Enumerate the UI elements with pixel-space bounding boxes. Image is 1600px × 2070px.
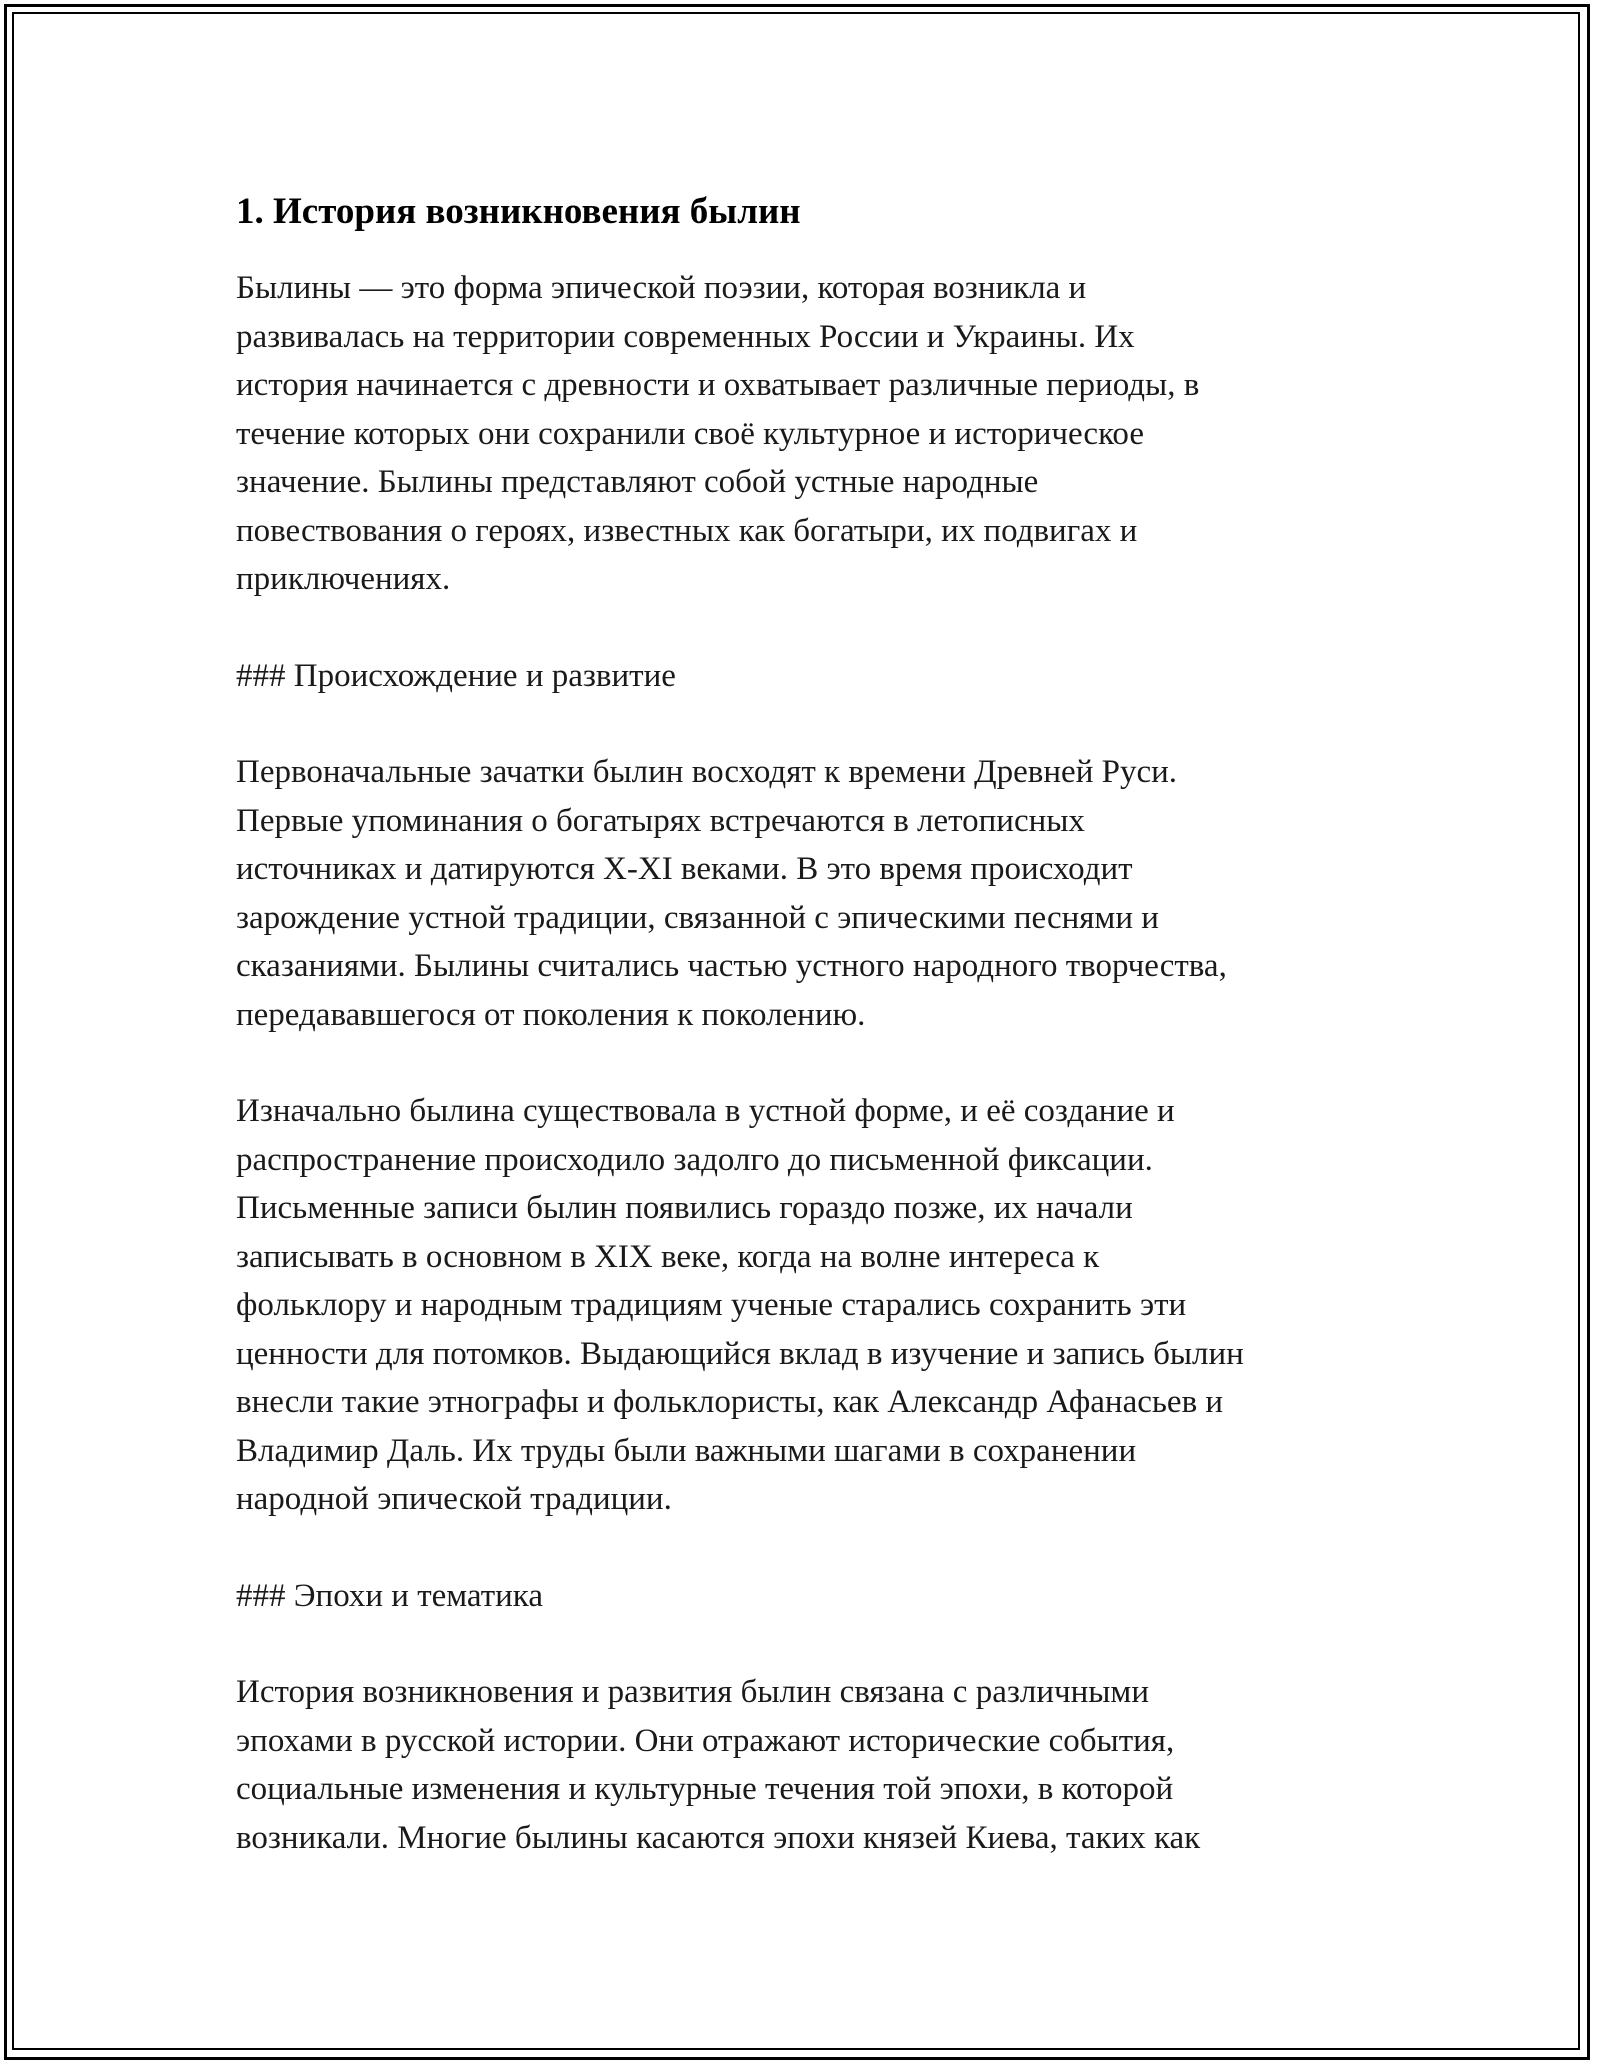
page-title: 1. История возникновения былин xyxy=(236,191,801,232)
document-body xyxy=(236,186,1396,1910)
paragraph-origin-1: Первоначальные зачатки былин восходят к времени Древней Руси. Первые упоминания о богатырях встречаются в летописных источниках и датируются X-XI веками. В это время происходит зарождение устной традиции, связанной с эпическими песнями и сказаниями. Былины считались частью устного народного творчества, передававшегося от поколения к поколению. xyxy=(236,754,1227,1033)
paragraph-origin-2: Изначально былина существовала в устной форме, и её создание и распространение происходило задолго до письменной фиксации. Письменные записи былин появились гораздо позже, их начали записывать в основном в XIX веке, когда на волне интереса к фольклору и народным традициям ученые старались сохранить эти ценности для потомков. Выдающийся вклад в изучение и запись былин внесли такие этнографы и фольклористы, как Александр Афанасьев и Владимир Даль. Их труды были важными шагами в сохранении народной эпической традиции. xyxy=(236,1093,1244,1517)
paragraph-intro: Былины — это форма эпической поэзии, которая возникла и развивалась на территории современных России и Украины. Их история начинается с древности и охватывает различные периоды, в течение которых они сохранили своё культурное и историческое значение. Былины представляют собой устные народные повествования о героях, известных как богатыри, их подвигах и приключениях. xyxy=(236,270,1200,597)
subheading-origin: ### Происхождение и развитие xyxy=(236,657,676,694)
paragraph-epochs: История возникновения и развития былин связана с различными эпохами в русской истории. Они отражают исторические события, социальные изменения и культурные течения той эпохи, в которой возникали. Многие былины касаются эпохи князей Киева, таких как xyxy=(236,1674,1201,1856)
subheading-epochs: ### Эпохи и тематика xyxy=(236,1577,543,1614)
